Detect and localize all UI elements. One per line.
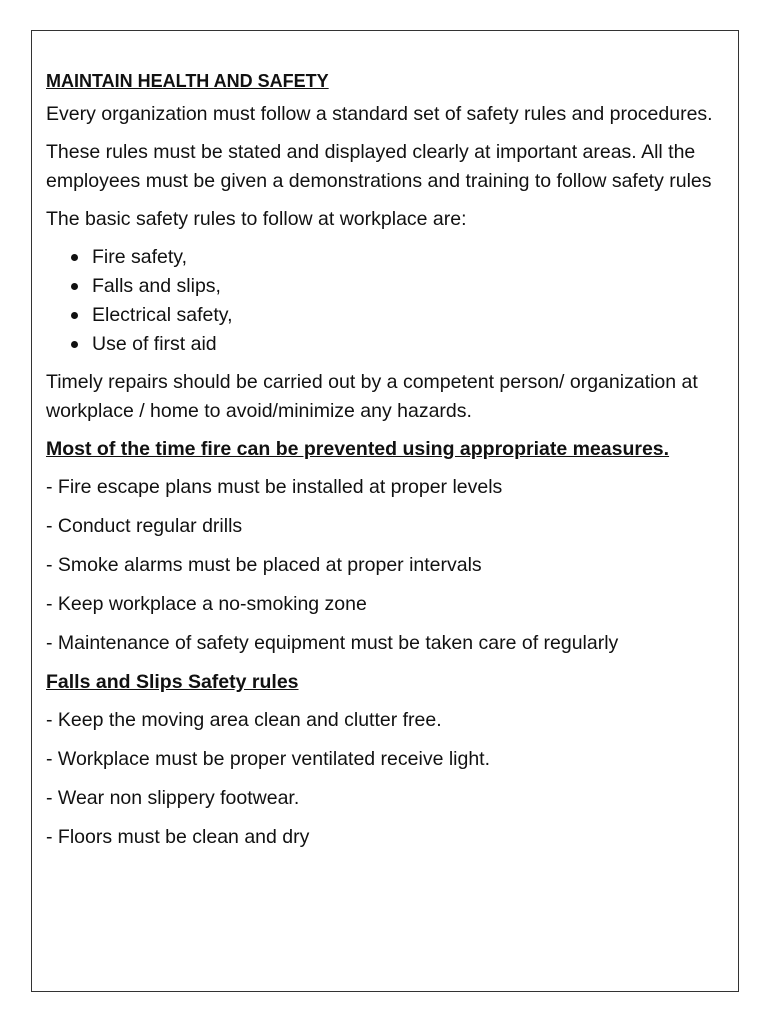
basic-rules-paragraph: The basic safety rules to follow at workplace are: — [46, 208, 467, 230]
bullet-icon — [71, 341, 78, 348]
list-item — [46, 243, 726, 272]
fire-rule-item: - Fire escape plans must be installed at proper levels — [46, 476, 503, 498]
fire-rule-item: - Conduct regular drills — [46, 515, 243, 537]
document-body — [46, 68, 726, 862]
bullet-icon — [71, 283, 78, 290]
falls-rule-item: - Wear non slippery footwear. — [46, 787, 300, 809]
list-item-text: Falls and slips, — [92, 275, 221, 297]
falls-rule-item: - Workplace must be proper ventilated receive light. — [46, 748, 491, 770]
falls-slips-heading: Falls and Slips Safety rules — [46, 671, 299, 693]
intro-paragraph: Every organization must follow a standard set of safety rules and procedures. — [46, 103, 713, 125]
fire-rule-item: - Maintenance of safety equipment must be taken care of regularly — [46, 632, 619, 654]
falls-rule-item: - Keep the moving area clean and clutter free. — [46, 709, 442, 731]
list-item — [46, 330, 726, 359]
repairs-paragraph: Timely repairs should be carried out by a competent person/ organization at workplace / home to avoid/minimize any hazards. — [46, 371, 698, 422]
fire-prevention-heading: Most of the time fire can be prevented using appropriate measures. — [46, 438, 670, 460]
list-item-text: Use of first aid — [92, 333, 217, 355]
document-title: MAINTAIN HEALTH AND SAFETY — [46, 71, 329, 91]
bullet-icon — [71, 254, 78, 261]
list-item — [46, 272, 726, 301]
bullet-icon — [71, 312, 78, 319]
rules-paragraph: These rules must be stated and displayed clearly at important areas. All the employees must be given a demonstrations and training to follow safety rules — [46, 141, 712, 192]
list-item-text: Electrical safety, — [92, 304, 233, 326]
list-item-text: Fire safety, — [92, 246, 187, 268]
basic-rules-list — [46, 243, 726, 359]
falls-rule-item: - Floors must be clean and dry — [46, 826, 310, 848]
fire-rule-item: - Smoke alarms must be placed at proper intervals — [46, 554, 482, 576]
fire-rule-item: - Keep workplace a no-smoking zone — [46, 593, 367, 615]
list-item — [46, 301, 726, 330]
